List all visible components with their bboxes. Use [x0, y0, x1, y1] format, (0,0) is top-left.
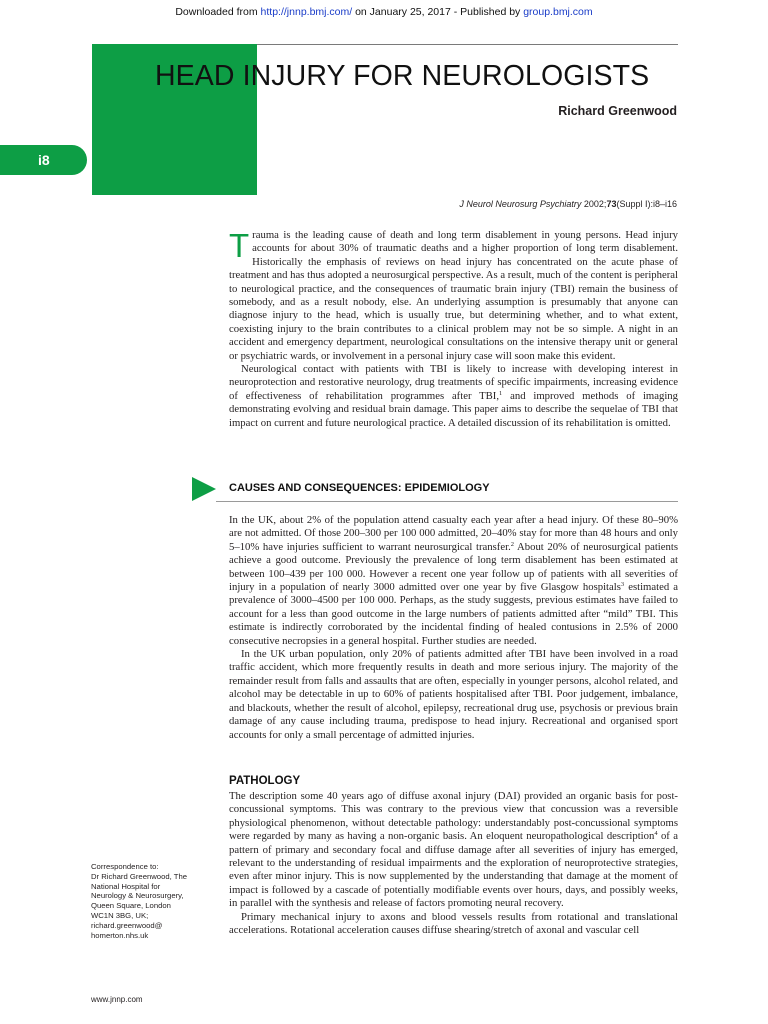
- intro-paragraph-2: [229, 363, 678, 430]
- publisher-link[interactable]: group.bmj.com: [523, 6, 593, 18]
- citation-volume: 73: [606, 199, 617, 209]
- ref-3[interactable]: 3: [620, 581, 625, 589]
- download-date: on January 25, 2017 - Published by: [352, 6, 524, 18]
- corr-line: WC1N 3BG, UK;: [91, 910, 149, 920]
- footer-url[interactable]: www.jnnp.com: [91, 995, 143, 1004]
- path-p1-text-b: of a pattern of primary and secondary focal and diffuse damage after all severities of injury has emerged, relevant to the understanding of residual impairments and the exploration of neuroprotective strategies, even after minor injury. This is now supplemented by the understanding that damage at the moment of impact is followed by a cascade of potentially modifiable events over hours, days, and possibly weeks, in parallel with the synthesis and release of factors promoting neural recovery.: [229, 830, 678, 910]
- pathology-paragraph-1: [229, 790, 678, 911]
- corr-line: National Hospital for: [91, 881, 161, 891]
- section-heading-epidemiology: CAUSES AND CONSEQUENCES: EPIDEMIOLOGY: [229, 482, 490, 494]
- download-banner: [0, 6, 768, 18]
- ref-4[interactable]: 4: [654, 830, 658, 838]
- correspondence-block: [91, 862, 221, 940]
- ref-2[interactable]: 2: [510, 540, 514, 548]
- article-author: Richard Greenwood: [558, 104, 677, 118]
- page-number-tab: i8: [0, 145, 87, 175]
- corr-email[interactable]: richard.greenwood@: [91, 920, 163, 930]
- epi-p1-text-b: About 20% of neurosurgical patients achieve a good outcome. Previously the prevalence of long term disablement has been estimated at between 100–439 per 100 000. However a recent one year follow up of patients with all severities of injury in a population of nearly 3000 admitted over one year by five Glasgow hospitals: [229, 540, 678, 594]
- epi-p1-text-a: In the UK, about 2% of the population attend casualty each year after a head injury. Of these 80–90% are not admitted. Of those 200–300 per 100 000 admitted, 20–40% stay for more than 48 hours and only 5–10% have injuries sufficient to warrant neurosurgical transfer.: [229, 514, 678, 553]
- epi-p1-text-c: estimated a prevalence of 3000–4500 per 100 000. Perhaps, as the study suggests, previous estimates have failed to account for a less than good outcome in the large numbers of patients admitted after “mild” TBI. This estimate is indirectly corroborated by the incidental finding of healed contusions in 2.5% of 2000 consecutive necropsies in a general hospital. Further studies are needed.: [229, 581, 678, 647]
- article-title: HEAD INJURY FOR NEUROLOGISTS: [155, 60, 650, 92]
- corr-line: Neurology & Neurosurgery,: [91, 891, 184, 901]
- corr-line: Correspondence to:: [91, 862, 159, 871]
- epidemiology-paragraph-1: [229, 514, 678, 648]
- epidemiology-text: [229, 514, 678, 742]
- epidemiology-paragraph-2: In the UK urban population, only 20% of patients admitted after TBI have been involved in a road traffic accident, which more frequently results in death and more serious injury. The majority of the remainder result from falls and assaults that are often, especially in younger persons, alcohol related, and alcohol may be detectable in up to 60% of patients hospitalised after TBI. Poor judgement, imbalance, and blackouts, whether the result of alcohol, epilepsy, recreational drug use, psychosis or previous brain damage of any cause including trauma, predispose to head injury. Recreational and organised sport accounts for only a small percentage of admitted injuries.: [229, 648, 678, 741]
- ref-1[interactable]: 1: [499, 389, 503, 397]
- title-rule: [257, 44, 678, 45]
- pathology-text: [229, 790, 678, 937]
- source-link[interactable]: http://jnnp.bmj.com/: [260, 6, 353, 18]
- intro-p1-text: rauma is the leading cause of death and long term disablement in young persons. Head injury accounts for about 30% of traumatic deaths and a higher proportion of long term disablement. Historically the emphasis of reviews on head injury has concentrated on the acute phase of treatment and has thus adopted a neurosurgical perspective. As a result, much of the content is peripheral to neurological practice, and the consequences of traumatic brain injury (TBI) remain the business of somebody, and as a result nobody, else. An underlying assumption is presumably that anyone can diagnose injury to the head, which is usually true, but determining whether, and to what extent, coexisting injury to the brain contributes to a clinical problem may not be so simple. A night in an accident and emergency department, neurological consultations on the intensive therapy unit or general or psychiatric wards, or involvement in a personal injury case will soon make this evident.: [229, 229, 678, 362]
- intro-p2-text-a: Neurological contact with patients with TBI is likely to increase with developing interest in neuroprotection and restorative neurology, drug treatments of specific impairments, increasing evidence of effectiveness of rehabilitation programmes after TBI,: [229, 363, 678, 402]
- path-p1-text-a: The description some 40 years ago of diffuse axonal injury (DAI) provided an organic basis for post-concussional symptoms. This was contrary to the previous view that concussion was a reversible physiological phenomenon, without detectable pathology: understandably post-concussional symptoms were regarded by many as having a non-organic basis. An eloquent neuropathological description: [229, 790, 678, 843]
- corr-line: Queen Square, London: [91, 901, 171, 911]
- download-prefix: Downloaded from: [175, 6, 261, 18]
- corr-email-domain[interactable]: homerton.nhs.uk: [91, 930, 149, 940]
- journal-citation: [459, 199, 677, 209]
- intro-paragraph-1: [229, 229, 678, 363]
- pathology-paragraph-2: Primary mechanical injury to axons and blood vessels results from rotational and translational accelerations. Rotational acceleration causes diffuse shearing/stretch of axonal and vascular cell: [229, 910, 678, 937]
- section-heading-pathology: PATHOLOGY: [229, 775, 301, 787]
- intro-text: [229, 229, 678, 430]
- citation-supplement: (Suppl I):i8–i16: [616, 199, 677, 209]
- citation-journal: J Neurol Neurosurg Psychiatry: [459, 199, 582, 209]
- citation-year: 2002;: [581, 199, 607, 209]
- intro-p2-text-b: and improved methods of imaging demonstrating evolving and residual brain damage. This paper aims to describe the sequelae of TBI that impact on current and future neurological practice. A detailed discussion of its rehabilitation is omitted.: [229, 389, 678, 429]
- section-rule: [216, 501, 678, 502]
- section-arrow-icon: [192, 477, 216, 501]
- drop-cap: T: [229, 227, 250, 264]
- corr-line: Dr Richard Greenwood, The: [91, 871, 187, 881]
